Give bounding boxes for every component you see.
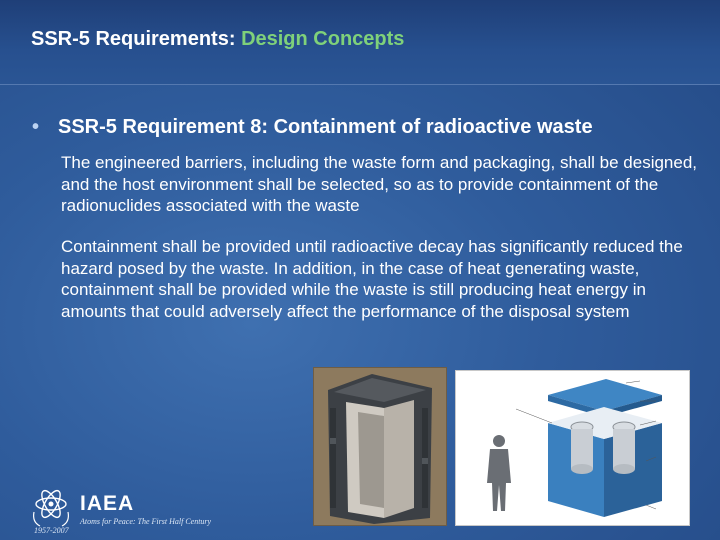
logo-tagline: Atoms for Peace: The First Half Century <box>80 517 212 526</box>
title-accent: Design Concepts <box>241 28 405 50</box>
iaea-logo <box>28 484 228 540</box>
bullet-item <box>32 116 712 139</box>
title-prefix: SSR-5 Requirements: <box>31 28 236 50</box>
waste-package-diagram <box>455 370 690 526</box>
slide-title <box>31 28 404 51</box>
bullet-text: SSR-5 Requirement 8: Containment of radioactive waste <box>58 116 593 138</box>
logo-name: IAEA <box>80 492 135 515</box>
slide-header <box>0 0 720 85</box>
iaea-emblem-icon <box>28 484 74 530</box>
logo-years: 1957-2007 <box>34 526 69 535</box>
paragraph-engineered-barriers: The engineered barriers, including the waste form and packaging, shall be designed, and the host environment shall be selected, so as to provide containment of the radionuclides associated with the waste <box>61 153 698 215</box>
container-cutaway-image <box>313 367 447 526</box>
bullet-icon: • <box>32 116 40 138</box>
paragraph-containment-duration: Containment shall be provided until radioactive decay has significantly reduced the hazard posed by the waste. In addition, in the case of heat generating waste, containment shall be provided while the waste is still producing heat energy in amounts that could adversely affect the performance of the disposal system <box>61 237 683 321</box>
